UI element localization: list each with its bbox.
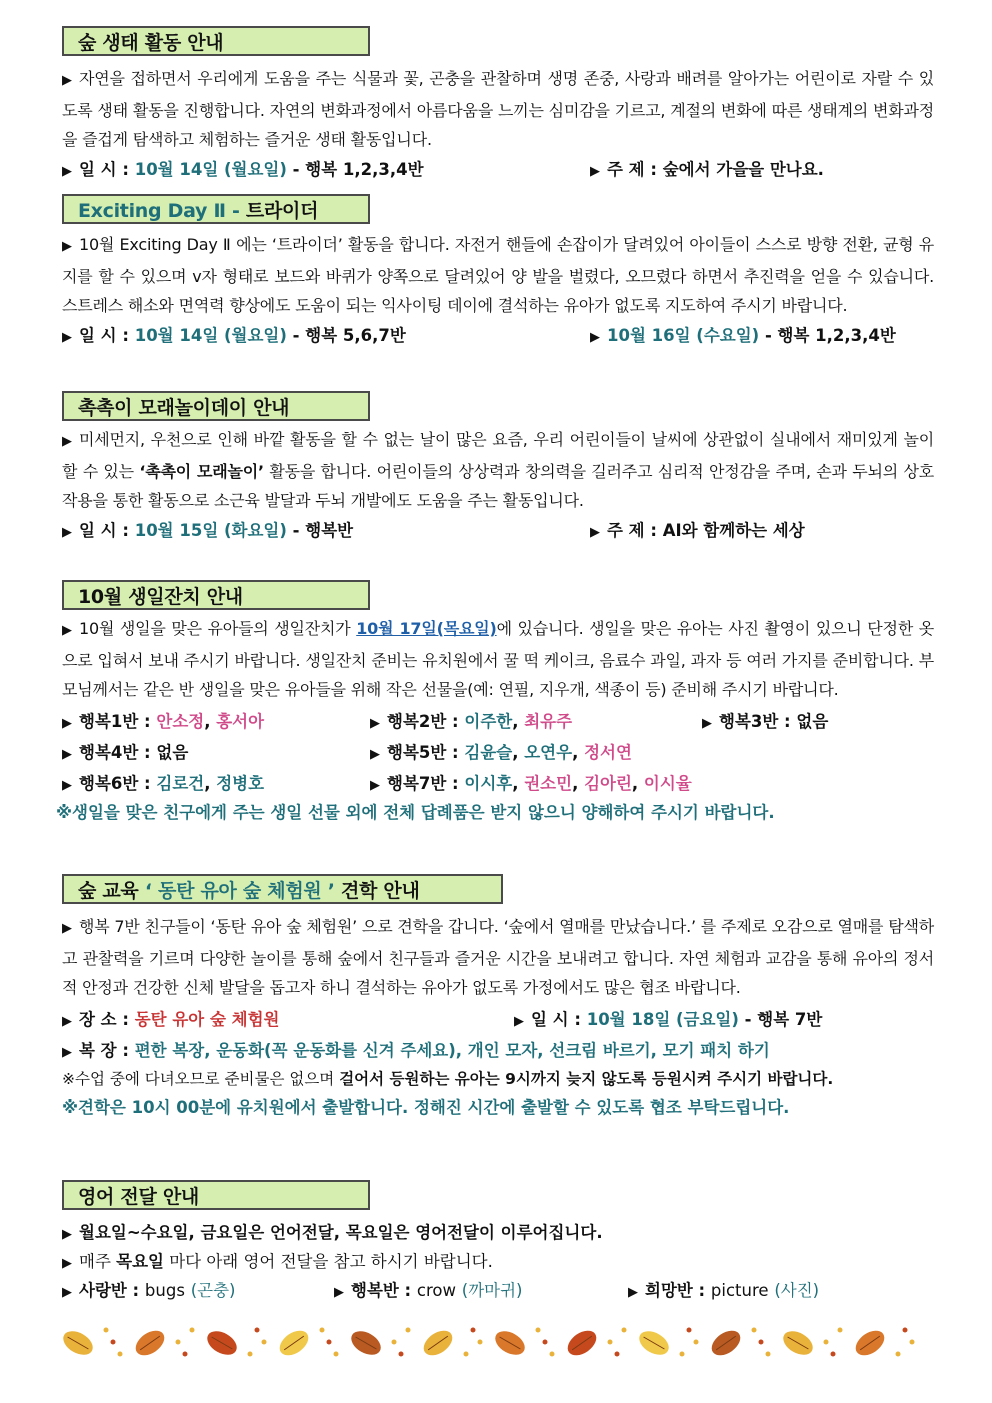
bullet-icon: ▶	[62, 1044, 72, 1060]
bullet-icon: ▶	[514, 1013, 524, 1029]
heading-text: 촉촉이 모래놀이데이 안내	[78, 397, 290, 419]
name-separator: ,	[512, 711, 525, 731]
berry-dot	[190, 1328, 195, 1333]
info-line	[62, 321, 934, 350]
class-label: 사랑반 :	[79, 1281, 140, 1300]
section-paragraph	[62, 425, 934, 516]
bullet-icon: ▶	[370, 715, 380, 731]
berry-dot	[694, 1340, 699, 1345]
section-birthday-party	[56, 580, 935, 827]
topic-label: 주 제 :	[607, 159, 657, 179]
berry-dot	[471, 1328, 476, 1333]
heading-text: 숲 생태 활동 안내	[78, 32, 224, 54]
info-line	[62, 155, 934, 184]
paragraph-text: 행복 7반 친구들이 ‘동탄 유아 숲 체험원’ 으로 견학을 갑니다. ‘숲에서 열매를 만났습니다.’ 를 주제로 오감으로 열매를 탐색하고 관찰력을 기르며 다양한 놀이를 통해 숲에서 친구들과 즐거운 시간을 보내려고 합니다. 자연 체험과 교감을 통해 유아의 정서적 안정과 건강한 신체 발달을 돕고자 하니 결석하는 유아가 없도록 가정에서도 많은 협조 바랍니다.	[62, 917, 934, 997]
class-label: 행복1반 :	[79, 711, 157, 731]
leaf-icon	[419, 1326, 457, 1361]
name-separator: ,	[512, 773, 525, 793]
bullet-icon: ▶	[62, 329, 72, 345]
section-heading	[62, 1180, 370, 1210]
section-heading	[62, 874, 503, 904]
date-suffix: - 행복반	[292, 520, 354, 540]
berry-dot	[759, 1340, 764, 1345]
berry-dot	[536, 1328, 541, 1333]
berry-dot	[824, 1340, 829, 1345]
birthday-date: 10월 17일(목요일)	[356, 619, 497, 638]
date-item	[62, 321, 406, 352]
note-text-b: 걸어서 등원하는 유아는 9시까지 늦지 않도록 등원시켜 주시기 바랍니다.	[339, 1069, 834, 1088]
info-line	[62, 1005, 934, 1034]
bullet-icon: ▶	[370, 777, 380, 793]
autumn-leaves-border	[58, 1318, 926, 1368]
bullet-icon: ▶	[62, 524, 72, 540]
leaf-icon	[347, 1326, 385, 1359]
class-label: 행복3반 :	[719, 711, 797, 731]
paragraph-text-a: 미세먼지, 우천으로 인해 바깥 활동을 할 수 없는 날이 많은 요즘, 우리 어린이들이 날씨에 상관없이 실내에서 재미있게 놀이할 수 있는	[62, 430, 934, 481]
berry-dot	[687, 1328, 692, 1333]
date-suffix: - 행복 5,6,7반	[292, 325, 406, 345]
bullet-icon: ▶	[62, 777, 72, 793]
child-name: 홍서아	[216, 711, 265, 731]
date2-item	[590, 321, 896, 352]
dress-item	[62, 1036, 770, 1067]
english-line-2-a: 매주	[79, 1252, 111, 1271]
name-separator: ,	[631, 773, 644, 793]
berry-dot	[104, 1328, 109, 1333]
child-name: 정병호	[216, 773, 265, 793]
section-paragraph	[62, 614, 934, 705]
date-item	[62, 155, 424, 186]
bullet-icon: ▶	[334, 1285, 344, 1300]
english-word-item	[628, 1276, 819, 1307]
heading-text-b: ‘ 동탄 유아 숲 체험원 ’	[144, 880, 335, 902]
leaf-icon	[491, 1326, 529, 1359]
child-name: 이시후	[464, 773, 513, 793]
class-label: 행복6반 :	[79, 773, 157, 793]
class-row	[62, 738, 934, 767]
date2-suffix: - 행복 1,2,3,4반	[764, 325, 896, 345]
section-paragraph	[62, 912, 934, 1003]
berry-dot	[392, 1340, 397, 1345]
berry-dot	[910, 1340, 915, 1345]
topic-item	[590, 516, 805, 547]
date-value: 10월 14일 (월요일)	[134, 159, 287, 179]
field-trip-notice: ※견학은 10시 00분에 유치원에서 출발합니다. 정해진 시간에 출발할 수 있도록 협조 부탁드립니다.	[62, 1097, 790, 1117]
heading-text-a: Exciting Day Ⅱ -	[78, 200, 240, 222]
bullet-icon: ▶	[62, 1227, 72, 1242]
english-word-item	[334, 1276, 522, 1307]
english-line-2-b: 마다 아래 영어 전달을 참고 하시기 바랍니다.	[169, 1252, 493, 1271]
leaf-icon	[203, 1326, 241, 1359]
section-forest-ecology	[62, 26, 934, 184]
leaf-icon	[131, 1326, 169, 1361]
child-name: 권소민	[524, 773, 573, 793]
info-line	[62, 516, 934, 545]
berry-dot	[176, 1340, 181, 1345]
bullet-icon: ▶	[62, 434, 72, 449]
bullet-icon: ▶	[62, 746, 72, 762]
english-line-1	[62, 1218, 934, 1247]
bullet-icon: ▶	[62, 163, 72, 179]
paragraph-text: 10월 Exciting Day Ⅱ 에는 ‘트라이더’ 활동을 합니다. 자전거 핸들에 손잡이가 달려있어 아이들이 스스로 방향 전환, 균형 유지를 할 수 있으며 v자 형태로 보드와 바퀴가 양쪽으로 달려있어 양 발을 벌렸다, 오므렸다 하면서 추진력을 얻을 수 있습니다. 스트레스 해소와 면역력 향상에도 도움이 되는 익사이팅 데이에 결석하는 유아가 없도록 지도하여 주시기 바랍니다.	[62, 235, 934, 315]
field-trip-note	[62, 1065, 934, 1093]
section-paragraph	[62, 230, 934, 321]
class-label: 행복5반 :	[387, 742, 465, 762]
class-item	[62, 707, 264, 738]
english-words-row	[62, 1276, 934, 1305]
paragraph-text-b: 에 있습니다. 생일을 맞은 유아는 사진 촬영이 있으니 단정한 옷으로 입혀서 보내 주시기 바랍니다. 생일잔치 준비는 유치원에서 꿀 떡 케이크, 음료수 과일, 과자 등 여러 가지를 준비합니다. 부모님께서는 같은 반 생일을 맞은 유아들을 위해 작은 선물을(예: 연필, 지우개, 색종이 등) 준비해 주시기 바랍니다.	[62, 619, 935, 699]
place-label: 장 소 :	[79, 1009, 129, 1029]
bullet-icon: ▶	[62, 715, 72, 731]
topic-label: 주 제 :	[607, 520, 657, 540]
heading-text-b: 트라이더	[245, 200, 319, 222]
english-line-2-bold: 목요일	[116, 1252, 164, 1271]
class-row	[62, 769, 934, 798]
bullet-icon: ▶	[62, 1285, 72, 1300]
section-english	[62, 1180, 934, 1305]
class-item	[370, 738, 632, 769]
word-meaning: (곤충)	[190, 1281, 236, 1300]
english-word: bugs	[144, 1281, 185, 1300]
child-name: 오연우	[524, 742, 573, 762]
berry-dot	[183, 1352, 188, 1357]
english-line-1-text: 월요일~수요일, 금요일은 언어전달, 목요일은 영어전달이 이루어집니다.	[79, 1223, 603, 1242]
heading-text-a: 숲 교육	[78, 880, 139, 902]
class-item	[62, 738, 188, 769]
berry-dot	[327, 1340, 332, 1345]
bullet-icon: ▶	[62, 1256, 72, 1271]
name-separator: ,	[512, 742, 525, 762]
child-name: 없음	[156, 742, 189, 762]
berry-dot	[831, 1352, 836, 1357]
berry-dot	[118, 1352, 123, 1357]
leaf-icon	[851, 1326, 889, 1361]
place-item	[62, 1005, 279, 1036]
section-sand-play	[62, 391, 934, 545]
berry-dot	[903, 1328, 908, 1333]
class-item	[370, 769, 692, 800]
bullet-icon: ▶	[370, 746, 380, 762]
section-heading	[62, 26, 370, 56]
class-item	[62, 769, 264, 800]
berry-dot	[399, 1352, 404, 1357]
berry-dot	[464, 1352, 469, 1357]
section-heading	[62, 391, 370, 421]
paragraph-bold: ‘촉촉이 모래놀이’	[139, 461, 264, 481]
bullet-icon: ▶	[590, 163, 600, 179]
date-item	[62, 516, 353, 547]
date2-value: 10월 16일 (수요일)	[607, 325, 760, 345]
bullet-icon: ▶	[702, 715, 712, 731]
child-name: 김윤슬	[464, 742, 513, 762]
class-item	[702, 707, 828, 738]
class-label: 희망반 :	[645, 1281, 706, 1300]
berry-dot	[766, 1352, 771, 1357]
berry-dot	[478, 1340, 483, 1345]
leaf-icon	[635, 1326, 673, 1359]
class-item	[370, 707, 572, 738]
child-name: 안소정	[156, 711, 205, 731]
english-word-item	[62, 1276, 235, 1307]
heading-text-c: 견학 안내	[340, 880, 420, 902]
bullet-icon: ▶	[62, 1013, 72, 1029]
berry-dot	[838, 1328, 843, 1333]
note-text-a: ※수업 중에 다녀오므로 준비물은 없으며	[62, 1069, 335, 1088]
bullet-icon: ▶	[62, 73, 72, 88]
leaf-icon	[275, 1326, 313, 1361]
child-name: 최유주	[524, 711, 573, 731]
name-separator: ,	[572, 773, 585, 793]
word-meaning: (사진)	[774, 1281, 820, 1300]
berry-dot	[622, 1328, 627, 1333]
paragraph-text-a: 10월 생일을 맞은 유아들의 생일잔치가	[79, 619, 351, 638]
dress-label: 복 장 :	[79, 1040, 129, 1060]
bullet-icon: ▶	[62, 623, 72, 638]
bullet-icon: ▶	[590, 329, 600, 345]
berry-dot	[262, 1340, 267, 1345]
leaf-icon	[563, 1326, 601, 1361]
berry-dot	[334, 1352, 339, 1357]
date-item	[514, 1005, 822, 1036]
berry-dot	[550, 1352, 555, 1357]
class-label: 행복4반 :	[79, 742, 157, 762]
child-name: 정서연	[584, 742, 632, 762]
berry-dot	[752, 1328, 757, 1333]
place-value: 동탄 유아 숲 체험원	[134, 1009, 280, 1029]
berry-dot	[896, 1352, 901, 1357]
child-name: 김아린	[584, 773, 632, 793]
word-meaning: (까마귀)	[461, 1281, 523, 1300]
berry-dot	[111, 1340, 116, 1345]
berry-dot	[255, 1328, 260, 1333]
berry-dot	[680, 1352, 685, 1357]
child-name: 이주한	[464, 711, 513, 731]
paragraph-text-b: 활동을 합니다. 어린이들의 상상력과 창의력을 길러주고 심리적 안정감을 주며, 손과 두뇌의 상호작용을 통한 활동으로 소근육 발달과 두뇌 개발에도 도움을 주는 활동입니다.	[62, 461, 934, 510]
bullet-icon: ▶	[62, 239, 72, 254]
date-suffix: - 행복 7반	[744, 1009, 823, 1029]
child-name: 이시율	[643, 773, 692, 793]
bullet-icon: ▶	[590, 524, 600, 540]
name-separator: ,	[572, 742, 585, 762]
dress-line	[62, 1036, 934, 1065]
english-word: picture	[710, 1281, 769, 1300]
date-value: 10월 14일 (월요일)	[134, 325, 287, 345]
heading-text: 영어 전달 안내	[78, 1186, 199, 1208]
class-row	[62, 707, 934, 736]
child-name: 없음	[796, 711, 829, 731]
section-paragraph	[62, 64, 934, 155]
leaf-icon	[59, 1326, 97, 1359]
section-forest-field-trip	[62, 874, 934, 1122]
english-word: crow	[416, 1281, 457, 1300]
name-separator: ,	[204, 711, 217, 731]
section-heading	[62, 580, 370, 610]
birthday-notice: ※생일을 맞은 친구에게 주는 생일 선물 외에 전체 답례품은 받지 않으니 양해하여 주시기 바랍니다.	[56, 802, 775, 822]
name-separator: ,	[204, 773, 217, 793]
berry-dot	[320, 1328, 325, 1333]
section-heading	[62, 194, 370, 224]
leaf-icon	[779, 1326, 817, 1359]
class-label: 행복7반 :	[387, 773, 465, 793]
topic-value: 숲에서 가을을 만나요.	[662, 159, 824, 179]
paragraph-text: 자연을 접하면서 우리에게 도움을 주는 식물과 꽃, 곤충을 관찰하며 생명 존중, 사랑과 배려를 알아가는 어린이로 자랄 수 있도록 생태 활동을 진행합니다. 자연의 변화과정에서 아름다움을 느끼는 심미감을 기르고, 계절의 변화에 따른 생태계의 변화과정을 즐겁게 탐색하고 체험하는 즐거운 생태 활동입니다.	[62, 69, 934, 149]
bullet-icon: ▶	[628, 1285, 638, 1300]
class-label: 행복2반 :	[387, 711, 465, 731]
dress-value: 편한 복장, 운동화(꼭 운동화를 신겨 주세요), 개인 모자, 선크림 바르기, 모기 패치 하기	[134, 1040, 770, 1060]
heading-text: 10월 생일잔치 안내	[78, 586, 243, 608]
topic-value: AI와 함께하는 세상	[662, 520, 805, 540]
berry-dot	[543, 1340, 548, 1345]
date-label: 일 시 :	[531, 1009, 581, 1029]
berry-dot	[608, 1340, 613, 1345]
berry-dot	[406, 1328, 411, 1333]
date-suffix: - 행복 1,2,3,4반	[292, 159, 424, 179]
leaf-icon	[707, 1326, 745, 1361]
date-label: 일 시 :	[79, 159, 129, 179]
english-line-2	[62, 1247, 934, 1276]
date-label: 일 시 :	[79, 520, 129, 540]
bullet-icon: ▶	[62, 921, 72, 936]
berry-dot	[615, 1352, 620, 1357]
date-label: 일 시 :	[79, 325, 129, 345]
date-value: 10월 18일 (금요일)	[586, 1009, 739, 1029]
child-name: 김로건	[156, 773, 205, 793]
berry-dot	[248, 1352, 253, 1357]
date-value: 10월 15일 (화요일)	[134, 520, 287, 540]
class-label: 행복반 :	[351, 1281, 412, 1300]
topic-item	[590, 155, 824, 186]
section-exciting-day	[62, 194, 934, 350]
